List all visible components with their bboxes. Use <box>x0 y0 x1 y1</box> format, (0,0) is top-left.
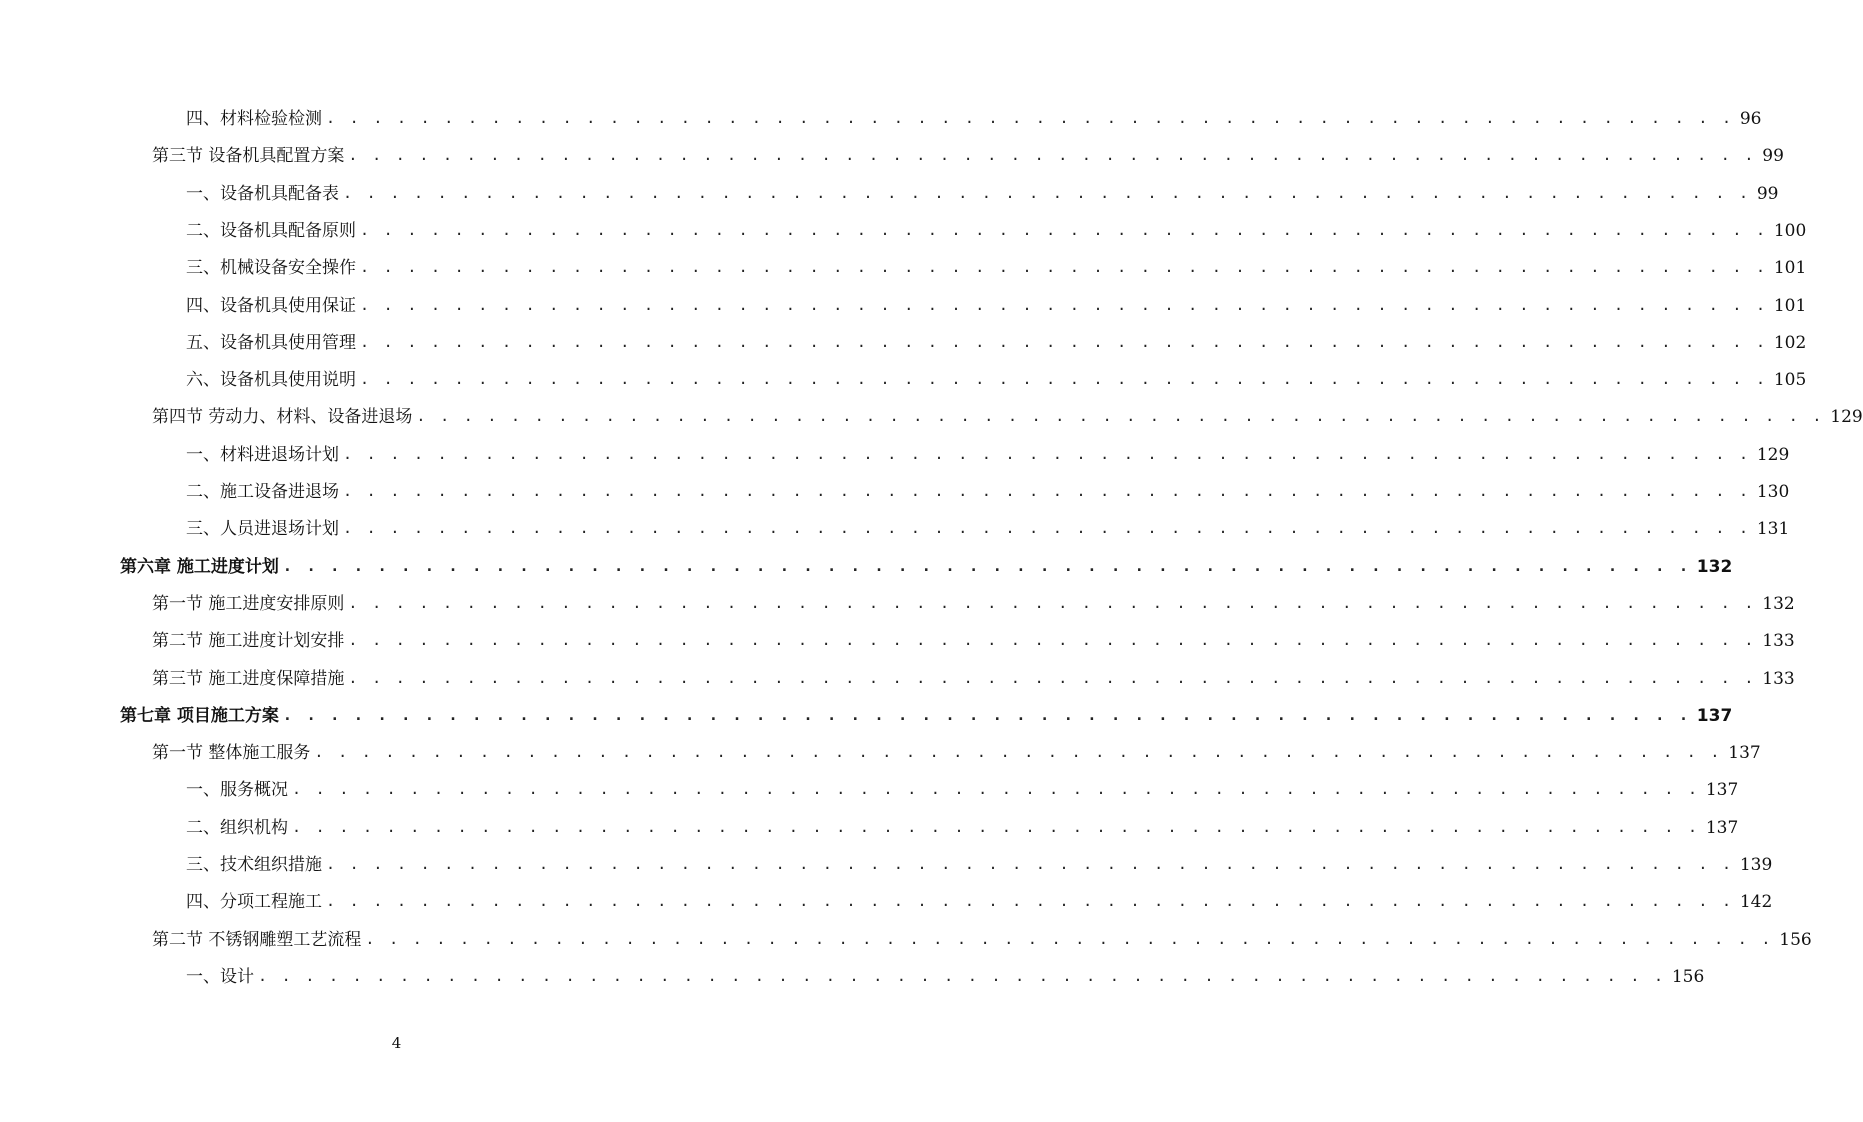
toc-leader-dots: . . . . . . . . . . . . . . . . . . . . . . . . . . . . . . . . . . . . . . . . . . . . . . . . . . . . . . . . . . . . <box>360 332 1768 351</box>
toc-entry-label: 第二节 不锈钢雕塑工艺流程 <box>152 929 362 950</box>
toc-entry-item[interactable] <box>186 846 1773 876</box>
toc-leader-dots: . . . . . . . . . . . . . . . . . . . . . . . . . . . . . . . . . . . . . . . . . . . . . . . . . . . . . . . . . . . . <box>292 817 1700 836</box>
toc-entry-label: 第一节 施工进度安排原则 <box>152 593 345 614</box>
toc-entry-page: 101 <box>1773 295 1807 316</box>
toc-entry-label: 第四节 劳动力、材料、设备进退场 <box>152 407 413 428</box>
toc-entry-section[interactable] <box>152 398 1863 428</box>
toc-leader-dots: . . . . . . . . . . . . . . . . . . . . . . . . . . . . . . . . . . . . . . . . . . . . . . . . . . . . . . . . . . . . <box>343 444 1751 463</box>
toc-entry-page: 105 <box>1773 370 1807 391</box>
toc-leader-dots: . . . . . . . . . . . . . . . . . . . . . . . . . . . . . . . . . . . . . . . . . . . . . . . . . . . . . . . . . . . . <box>292 780 1700 799</box>
toc-entry-page: 156 <box>1671 966 1705 987</box>
toc-entry-page: 129 <box>1830 407 1863 428</box>
toc-entry-page: 99 <box>1762 146 1784 167</box>
toc-entry-page: 133 <box>1762 668 1795 689</box>
toc-entry-page: 100 <box>1773 220 1807 241</box>
toc-entry-item[interactable] <box>186 771 1739 801</box>
toc-leader-dots: . . . . . . . . . . . . . . . . . . . . . . . . . . . . . . . . . . . . . . . . . . . . . . . . . . . . . . . . . . . . <box>348 668 1757 687</box>
toc-leader-dots: . . . . . . . . . . . . . . . . . . . . . . . . . . . . . . . . . . . . . . . . . . . . . . . . . . . . . . . . . . . . <box>365 929 1774 948</box>
toc-entry-item[interactable] <box>186 100 1762 130</box>
toc-entry-label: 四、设备机具使用保证 <box>186 295 356 316</box>
toc-entry-page: 132 <box>1696 556 1733 577</box>
toc-entry-page: 133 <box>1762 631 1795 652</box>
toc-leader-dots: . . . . . . . . . . . . . . . . . . . . . . . . . . . . . . . . . . . . . . . . . . . . . . . . . . . . . . . . . . . . <box>416 407 1825 426</box>
toc-entry-item[interactable] <box>186 883 1773 913</box>
toc-entry-label: 四、材料检验检测 <box>186 109 322 129</box>
toc-leader-dots: . . . . . . . . . . . . . . . . . . . . . . . . . . . . . . . . . . . . . . . . . . . . . . . . . . . . . . . . . . . . <box>360 370 1768 389</box>
page-number: 4 <box>391 1034 402 1052</box>
toc-leader-dots: . . . . . . . . . . . . . . . . . . . . . . . . . . . . . . . . . . . . . . . . . . . . . . . . . . . . . . . . . . . . <box>282 556 1691 575</box>
toc-entry-page: 156 <box>1779 929 1812 950</box>
toc-entry-label: 二、设备机具配备原则 <box>186 220 356 241</box>
toc-entry-item[interactable] <box>186 287 1807 317</box>
toc-entry-page: 99 <box>1756 183 1779 204</box>
toc-leader-dots: . . . . . . . . . . . . . . . . . . . . . . . . . . . . . . . . . . . . . . . . . . . . . . . . . . . . . . . . . . . . <box>360 258 1768 277</box>
toc-entry-section[interactable] <box>152 734 1761 764</box>
toc-leader-dots: . . . . . . . . . . . . . . . . . . . . . . . . . . . . . . . . . . . . . . . . . . . . . . . . . . . . . . . . . . . . <box>314 743 1723 762</box>
toc-leader-dots: . . . . . . . . . . . . . . . . . . . . . . . . . . . . . . . . . . . . . . . . . . . . . . . . . . . . . . . . . . . . <box>348 593 1757 612</box>
toc-entry-section[interactable] <box>152 921 1812 951</box>
toc-entry-page: 101 <box>1773 258 1807 279</box>
toc-entry-page: 129 <box>1756 444 1790 465</box>
toc-entry-item[interactable] <box>186 324 1807 354</box>
toc-entry-label: 三、技术组织措施 <box>186 855 322 875</box>
toc-leader-dots: . . . . . . . . . . . . . . . . . . . . . . . . . . . . . . . . . . . . . . . . . . . . . . . . . . . . . . . . . . . . <box>326 109 1734 127</box>
toc-entry-page: 130 <box>1756 482 1790 502</box>
toc-entry-item[interactable] <box>186 175 1779 205</box>
toc-entry-label: 一、设备机具配备表 <box>186 183 339 204</box>
toc-entry-page: 137 <box>1705 817 1739 838</box>
toc-entry-section[interactable] <box>152 585 1795 615</box>
toc-entry-page: 102 <box>1773 332 1807 353</box>
toc-entry-section[interactable] <box>152 137 1784 167</box>
toc-entry-item[interactable] <box>186 249 1807 279</box>
toc-entry-label: 三、人员进退场计划 <box>186 519 339 540</box>
toc-entry-item[interactable] <box>186 958 1705 988</box>
toc-entry-chapter[interactable] <box>120 697 1733 727</box>
toc-entry-label: 第六章 施工进度计划 <box>120 556 279 577</box>
toc-leader-dots: . . . . . . . . . . . . . . . . . . . . . . . . . . . . . . . . . . . . . . . . . . . . . . . . . . . . . . . . . . . . <box>258 966 1666 985</box>
toc-entry-label: 三、机械设备安全操作 <box>186 258 356 279</box>
toc-leader-dots: . . . . . . . . . . . . . . . . . . . . . . . . . . . . . . . . . . . . . . . . . . . . . . . . . . . . . . . . . . . . <box>326 892 1734 911</box>
toc-entry-label: 第二节 施工进度计划安排 <box>152 631 345 652</box>
toc-entry-page: 142 <box>1739 892 1773 913</box>
toc-entry-label: 第三节 设备机具配置方案 <box>152 146 345 167</box>
toc-leader-dots: . . . . . . . . . . . . . . . . . . . . . . . . . . . . . . . . . . . . . . . . . . . . . . . . . . . . . . . . . . . . <box>348 631 1757 650</box>
toc-entry-item[interactable] <box>186 510 1790 540</box>
toc-entry-label: 一、服务概况 <box>186 780 288 801</box>
toc-entry-page: 132 <box>1762 593 1795 614</box>
toc-entry-label: 五、设备机具使用管理 <box>186 332 356 353</box>
toc-entry-label: 四、分项工程施工 <box>186 892 322 913</box>
toc-entry-page: 137 <box>1728 743 1761 764</box>
toc-entry-label: 二、施工设备进退场 <box>186 482 339 502</box>
toc-entry-item[interactable] <box>186 212 1807 242</box>
toc-entry-page: 137 <box>1705 780 1739 801</box>
toc-entry-chapter[interactable] <box>120 548 1733 578</box>
toc-entry-item[interactable] <box>186 436 1790 466</box>
toc-entry-label: 六、设备机具使用说明 <box>186 370 356 391</box>
toc-entry-item[interactable] <box>186 473 1790 503</box>
toc-entry-section[interactable] <box>152 622 1795 652</box>
toc-entry-section[interactable] <box>152 660 1795 690</box>
toc-entry-page: 96 <box>1739 109 1762 129</box>
toc-entry-label: 一、设计 <box>186 966 254 987</box>
toc-leader-dots: . . . . . . . . . . . . . . . . . . . . . . . . . . . . . . . . . . . . . . . . . . . . . . . . . . . . . . . . . . . . <box>326 855 1734 873</box>
toc-leader-dots: . . . . . . . . . . . . . . . . . . . . . . . . . . . . . . . . . . . . . . . . . . . . . . . . . . . . . . . . . . . . <box>343 183 1751 202</box>
toc-entry-label: 一、材料进退场计划 <box>186 444 339 465</box>
toc-leader-dots: . . . . . . . . . . . . . . . . . . . . . . . . . . . . . . . . . . . . . . . . . . . . . . . . . . . . . . . . . . . . <box>360 295 1768 314</box>
toc-entry-page: 131 <box>1756 519 1790 540</box>
toc-entry-page: 139 <box>1739 855 1773 875</box>
toc-entry-label: 二、组织机构 <box>186 817 288 838</box>
toc-entry-label: 第三节 施工进度保障措施 <box>152 668 345 689</box>
toc-leader-dots: . . . . . . . . . . . . . . . . . . . . . . . . . . . . . . . . . . . . . . . . . . . . . . . . . . . . . . . . . . . . <box>282 705 1691 724</box>
toc-leader-dots: . . . . . . . . . . . . . . . . . . . . . . . . . . . . . . . . . . . . . . . . . . . . . . . . . . . . . . . . . . . . <box>343 519 1751 538</box>
toc-entry-item[interactable] <box>186 809 1739 839</box>
toc-leader-dots: . . . . . . . . . . . . . . . . . . . . . . . . . . . . . . . . . . . . . . . . . . . . . . . . . . . . . . . . . . . . <box>343 482 1751 500</box>
toc-entry-item[interactable] <box>186 361 1807 391</box>
toc-entry-label: 第七章 项目施工方案 <box>120 705 279 726</box>
toc-entry-page: 137 <box>1696 705 1733 726</box>
toc-leader-dots: . . . . . . . . . . . . . . . . . . . . . . . . . . . . . . . . . . . . . . . . . . . . . . . . . . . . . . . . . . . . <box>348 146 1757 165</box>
toc-entry-label: 第一节 整体施工服务 <box>152 743 311 764</box>
toc-leader-dots: . . . . . . . . . . . . . . . . . . . . . . . . . . . . . . . . . . . . . . . . . . . . . . . . . . . . . . . . . . . . <box>360 220 1768 239</box>
